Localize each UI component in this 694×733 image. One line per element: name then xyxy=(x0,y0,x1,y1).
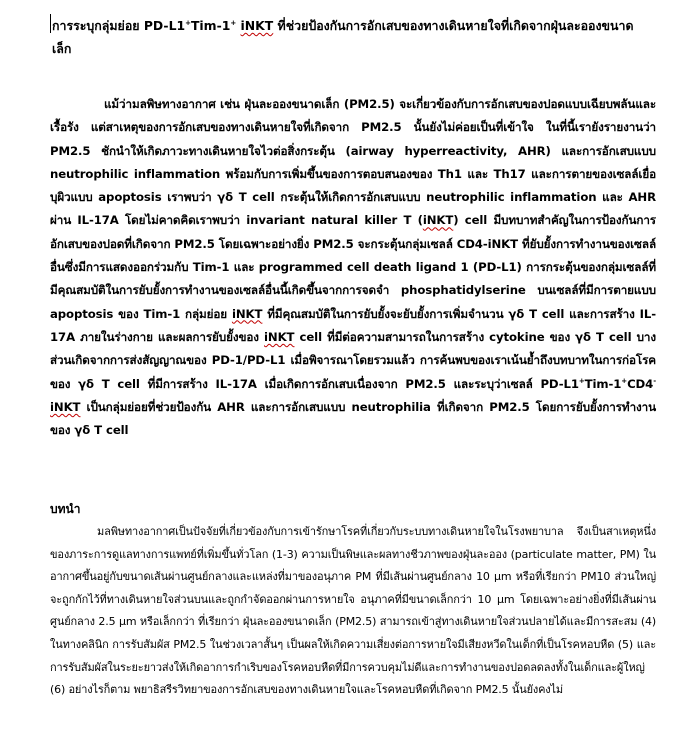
abstract-sentence-5: Tim-1 xyxy=(584,376,622,391)
spellcheck-word-1[interactable]: iNKT xyxy=(422,213,454,228)
abstract-sentence-7: เป็นกลุ่มย่อยที่ช่วยป้องกัน AHR และการอักเสบแบบ neutrophilia ที่เกิดจาก PM2.5 โดยการยับยั้งการทำงานของ γδ T cell xyxy=(50,399,656,438)
abstract-sentence-1: แม้ว่ามลพิษทางอากาศ เช่น ฝุ่นละอองขนาดเล็ก (PM2.5) จะเกี่ยวข้องกับการอักเสบของปอดแบบเฉียบพลันและเรื้อรัง แต่สาเหตุของการอักเสบของทางเดินหายใจที่เกิดจาก PM2.5 นั้นยังไม่ค่อยเป็นที่เข้าใจ ในที่นี้เรายังรายงานว่า PM2.5 ชักนำให้เกิดภาวะทางเดินหายใจไวต่อสิ่งกระตุ้น (airway hyperreactivity, AHR) และการอักเสบแบบ neutrophilic inflammation พร้อมกับการเพิ่มขึ้นของการตอบสนองของ Th1 และ Th17 และการตายของเซลล์เยื่อบุผิวแบบ apoptosis เราพบว่า γδ T cell กระตุ้นให้เกิดการอักเสบแบบ neutrophilic inflammation และ AHR ผ่าน IL-17A โดยไม่คาดคิดเราพบว่า invariant natural killer T ( xyxy=(50,97,656,228)
spellcheck-word-4[interactable]: iNKT xyxy=(50,399,81,414)
abstract-superscript-a: + xyxy=(578,376,585,385)
spellcheck-word-3[interactable]: iNKT xyxy=(264,329,295,344)
introduction-text: มลพิษทางอากาศเป็นปัจจัยที่เกี่ยวข้องกับการเข้ารักษาโรคที่เกี่ยวกับระบบทางเดินหายใจในโรงพยาบาล จึงเป็นสาเหตุหนึ่งของภาระการดูแลทางการแพทย์ที่เพิ่มขึ้นทั่วโลก (1-3) ความเป็นพิษและผลทางชีวภาพของฝุ่นละออง (particulate matter, PM) ในอากาศขึ้นอยู่กับขนาดเส้นผ่านศูนย์กลางและแหล่งที่มาของอนุภาค PM ที่มีเส้นผ่านศูนย์กลาง 10 μm หรือที่เรียกว่า PM10 ส่วนใหญ่จะถูกกักไว้ที่ทางเดินหายใจส่วนบนและถูกกำจัดออกผ่านการหายใจ อนุภาคที่มีขนาดเล็กกว่า 10 μm โดยเฉพาะอย่างยิ่งที่มีเส้นผ่านศูนย์กลาง 2.5 μm หรือเล็กกว่า ที่เรียกว่า ฝุ่นละอองขนาดเล็ก (PM2.5) สามารถเข้าสู่ทางเดินหายใจส่วนปลายได้และมีการสะสม (4) ในทางคลินิก การรับสัมผัส PM2.5 ในช่วงเวลาสั้นๆ เป็นผลให้เกิดความเสี่ยงต่อการหายใจมีเสียงหวีดในเด็กที่เป็นโรคหอบหืด (5) และการรับสัมผัสในระยะยาวส่งให้เกิดอาการกำเริบของโรคหอบหืดที่มีการควบคุมไม่ดีและการทำงานของปอดลดลงทั้งในเด็กและผู้ใหญ่ (6) อย่างไรก็ตาม พยาธิสรีรวิทยาของการอักเสบของทางเดินหายใจและโรคหอบหืดที่เกิดจาก PM2.5 นั้นยังคงไม่ xyxy=(50,525,656,697)
document-title xyxy=(52,14,652,60)
title-spellcheck-word[interactable]: iNKT xyxy=(240,18,274,33)
introduction-paragraph xyxy=(50,521,656,702)
title-text-part1: การระบุกลุ่มย่อย PD-L1 xyxy=(52,18,186,33)
abstract-sentence-2: ) cell มีบทบาทสำคัญในการป้องกันการอักเสบของปอดที่เกิดจาก PM2.5 โดยเฉพาะอย่างยิ่ง PM2.5 จะกระตุ้นกลุ่มเซลล์ CD4-iNKT ที่ยับยั้งการทำงานของเซลล์อื่นซึ่งมีการแสดงออกร่วมกับ Tim-1 และ programmed cell death ligand 1 (PD-L1) การกระตุ้นของกลุ่มเซลล์ที่มีคุณสมบัติในการยับยั้งการทำงานของเซลล์อื่นนี้เกิดขึ้นจากการจดจำ phosphatidylserine บนเซลล์ที่มีการตายแบบ apoptosis ของ Tim-1 กลุ่มย่อย xyxy=(50,213,657,321)
abstract-sentence-3: ที่มีคุณสมบัติในการยับยั้งจะยับยั้งการเพิ่มจำนวน γδ T cell และการสร้าง IL-17A ภายในร่างกาย และผลการยับยั้งของ xyxy=(50,306,656,344)
title-text-part2: Tim-1 xyxy=(190,18,231,33)
abstract-sentence-4: cell ที่มีต่อความสามารถในการสร้าง cytokine ของ γδ T cell บางส่วนเกิดจากการส่งสัญญาณของ PD-1/PD-L1 เมื่อพิจารณาโดยรวมแล้ว การค้นพบของเราเน้นย้ำถึงบทบาทในการก่อโรคของ γδ T cell ที่มีการสร้าง IL-17A เมื่อเกิดการอักเสบเนื่องจาก PM2.5 และระบุว่าเซลล์ PD-L1 xyxy=(50,329,656,391)
spellcheck-word-2[interactable]: iNKT xyxy=(231,306,263,321)
abstract-superscript-c: - xyxy=(653,376,656,385)
text-cursor xyxy=(50,14,51,33)
section-heading-introduction: บทนำ xyxy=(50,502,81,516)
abstract-sentence-6: CD4 xyxy=(627,376,654,391)
abstract-text xyxy=(50,93,656,442)
abstract-paragraph xyxy=(50,93,656,442)
title-text-part3: ที่ช่วยป้องกันการอักเสบของทางเดินหายใจที่เกิดจากฝุ่นละอองขนาดเล็ก xyxy=(52,18,634,56)
title-superscript-1: + xyxy=(185,18,191,27)
abstract-superscript-b: + xyxy=(621,376,628,385)
title-superscript-2: + xyxy=(230,18,237,27)
